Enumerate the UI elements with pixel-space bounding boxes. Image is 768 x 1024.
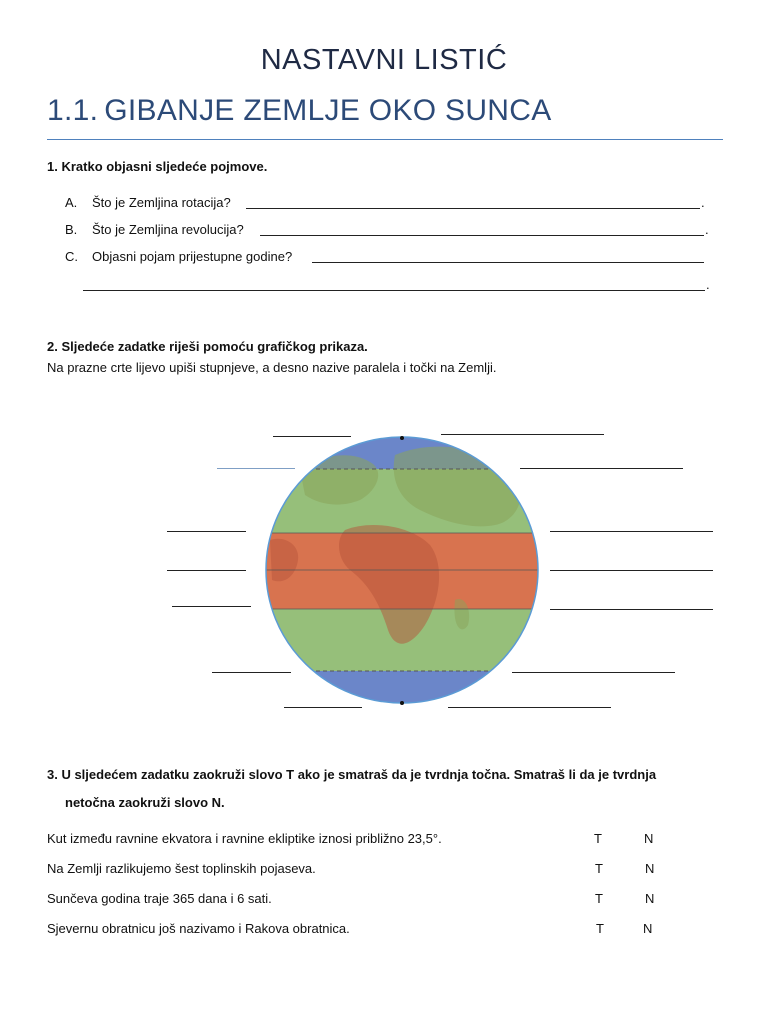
- true-option-3[interactable]: T: [595, 891, 603, 906]
- name-blank-equator[interactable]: [550, 570, 713, 571]
- name-blank-south-pole[interactable]: [448, 707, 611, 708]
- question-1: 1. Kratko objasni sljedeće pojmove.: [47, 159, 268, 174]
- statement-3: Sunčeva godina traje 365 dana i 6 sati.: [47, 891, 272, 906]
- question-3-line2: netočna zaokruži slovo N.: [65, 795, 225, 810]
- degree-blank-tropic-capricorn[interactable]: [172, 606, 251, 607]
- question-2: 2. Sljedeće zadatke riješi pomoću grafičkog prikaza.: [47, 339, 368, 354]
- degree-blank-antarctic-circle[interactable]: [212, 672, 291, 673]
- question-2-instruction: Na prazne crte lijevo upiši stupnjeve, a desno nazive paralela i točki na Zemlji.: [47, 360, 497, 375]
- answer-line-c2-dot: .: [706, 277, 710, 292]
- name-blank-arctic-circle[interactable]: [520, 468, 683, 469]
- statement-2: Na Zemlji razlikujemo šest toplinskih pojaseva.: [47, 861, 316, 876]
- worksheet-title: NASTAVNI LISTIĆ: [260, 44, 508, 76]
- lesson-name: GIBANJE ZEMLJE OKO SUNCA: [104, 94, 552, 127]
- degree-blank-arctic-circle[interactable]: [217, 468, 295, 469]
- true-option-1[interactable]: T: [594, 831, 602, 846]
- climate-zones: [260, 430, 550, 711]
- south-polar-zone: [260, 671, 550, 711]
- true-option-4[interactable]: T: [596, 921, 604, 936]
- answer-line-b-dot: .: [705, 222, 709, 237]
- item-a-text: Što je Zemljina rotacija?: [92, 195, 231, 210]
- statement-4: Sjevernu obratnicu još nazivamo i Rakova obratnica.: [47, 921, 350, 936]
- false-option-2[interactable]: N: [645, 861, 655, 876]
- degree-blank-tropic-cancer[interactable]: [167, 531, 246, 532]
- degree-blank-south-pole[interactable]: [284, 707, 362, 708]
- item-b-text: Što je Zemljina revolucija?: [92, 222, 244, 237]
- item-b-letter: B.: [65, 222, 78, 237]
- degree-blank-north-pole[interactable]: [273, 436, 351, 437]
- name-blank-tropic-cancer[interactable]: [550, 531, 713, 532]
- south-pole-point: [400, 701, 404, 705]
- false-option-1[interactable]: N: [644, 831, 654, 846]
- true-option-2[interactable]: T: [595, 861, 603, 876]
- false-option-4[interactable]: N: [643, 921, 653, 936]
- name-blank-north-pole[interactable]: [441, 434, 604, 435]
- item-c-text: Objasni pojam prijestupne godine?: [92, 249, 293, 264]
- name-blank-tropic-capricorn[interactable]: [550, 609, 713, 610]
- name-blank-antarctic-circle[interactable]: [512, 672, 675, 673]
- lesson-number: 1.1.: [47, 94, 99, 127]
- statement-1: Kut između ravnine ekvatora i ravnine ekliptike iznosi približno 23,5°.: [47, 831, 442, 846]
- item-a-letter: A.: [65, 195, 78, 210]
- item-c-letter: C.: [65, 249, 78, 264]
- north-pole-point: [400, 436, 404, 440]
- degree-blank-equator[interactable]: [167, 570, 246, 571]
- question-3-line1: 3. U sljedećem zadatku zaokruži slovo T ako je smatraš da je tvrdnja točna. Smatraš li da je tvrdnja: [47, 767, 657, 782]
- answer-line-a-dot: .: [701, 195, 705, 210]
- false-option-3[interactable]: N: [645, 891, 655, 906]
